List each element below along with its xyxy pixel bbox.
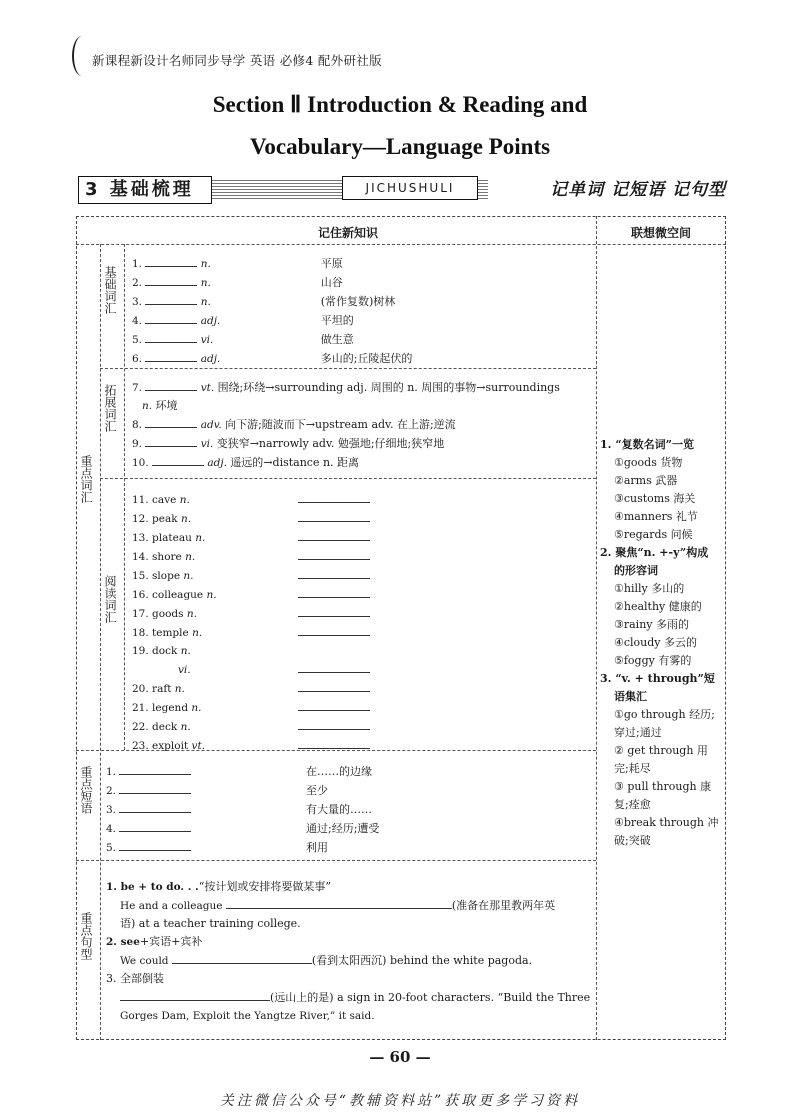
sentences-block bbox=[106, 878, 592, 1025]
answer-blank[interactable] bbox=[145, 378, 197, 391]
sentence-3-heading: 3. 全部倒装 bbox=[106, 972, 164, 985]
sentence-1-line: He and a colleague (准备在那里教两年英 bbox=[106, 896, 592, 915]
list-item: 5. vi. 做生意 bbox=[132, 330, 412, 349]
banner-pinyin: JICHUSHULI bbox=[342, 176, 478, 200]
sentence-3-line: (远山上的是) a sign in 20-foot characters. “Build the Three bbox=[106, 988, 592, 1007]
list-item: 18. temple n. bbox=[132, 623, 370, 642]
list-item: ②healthy 健康的 bbox=[614, 600, 702, 613]
list-item: 14. shore n. bbox=[132, 547, 370, 566]
column-divider-group bbox=[100, 244, 101, 1040]
list-item: 21. legend n. bbox=[132, 698, 370, 717]
column-divider-subgroup bbox=[124, 244, 125, 750]
list-item: 1. n. 平原 bbox=[132, 254, 412, 273]
note-1-title: 1. “复数名词”一览 bbox=[600, 438, 694, 451]
row-divider-header bbox=[76, 244, 726, 245]
list-item: ③rainy 多雨的 bbox=[614, 618, 689, 631]
answer-blank[interactable] bbox=[172, 951, 312, 964]
answer-blank[interactable] bbox=[119, 800, 191, 813]
list-item: 16. colleague n. bbox=[132, 585, 370, 604]
list-item: 完;耗尽 bbox=[614, 762, 651, 775]
running-header: 新课程新设计名师同步导学 英语 必修4 配外研社版 bbox=[92, 53, 382, 68]
answer-blank[interactable] bbox=[119, 838, 191, 851]
group-label-keywords: 重点词汇 bbox=[79, 455, 93, 503]
row-divider-extended bbox=[100, 478, 596, 479]
answer-blank[interactable] bbox=[298, 509, 370, 522]
answer-blank[interactable] bbox=[298, 490, 370, 503]
answer-blank[interactable] bbox=[145, 292, 197, 305]
list-item: 17. goods n. bbox=[132, 604, 370, 623]
list-item: 6. adj. 多山的;丘陵起伏的 bbox=[132, 349, 412, 368]
extended-vocab-list bbox=[132, 378, 560, 472]
group-label-extended: 拓展词汇 bbox=[103, 384, 117, 432]
sentence-2-heading: 2. see+宾语+宾补 bbox=[106, 935, 203, 948]
answer-blank[interactable] bbox=[298, 660, 370, 673]
answer-blank[interactable] bbox=[298, 566, 370, 579]
answer-blank[interactable] bbox=[298, 604, 370, 617]
answer-blank[interactable] bbox=[298, 623, 370, 636]
answer-blank[interactable] bbox=[145, 254, 197, 267]
basic-vocab-list bbox=[132, 254, 412, 368]
section-title-line2: Vocabulary—Language Points bbox=[249, 134, 551, 159]
answer-blank[interactable] bbox=[152, 453, 204, 466]
answer-blank[interactable] bbox=[298, 547, 370, 560]
section-title-line1: Section Ⅱ Introduction & Reading and bbox=[212, 92, 588, 117]
answer-blank[interactable] bbox=[145, 415, 197, 428]
list-item: 复;痊愈 bbox=[614, 798, 651, 811]
main-column-header: 记住新知识 bbox=[317, 226, 378, 240]
answer-blank[interactable] bbox=[298, 736, 370, 749]
answer-blank[interactable] bbox=[298, 717, 370, 730]
sentence-3-line: Gorges Dam, Exploit the Yangtze River,” it said. bbox=[120, 1010, 375, 1022]
list-item: ② get through 用 bbox=[614, 744, 708, 757]
row-divider-phrases bbox=[76, 860, 596, 861]
answer-blank[interactable] bbox=[119, 781, 191, 794]
list-item: ①hilly 多山的 bbox=[614, 582, 685, 595]
answer-blank[interactable] bbox=[145, 330, 197, 343]
answer-blank[interactable] bbox=[298, 585, 370, 598]
note-2-items bbox=[600, 580, 722, 670]
header-bracket bbox=[72, 36, 92, 76]
answer-blank[interactable] bbox=[298, 679, 370, 692]
list-item: vi. bbox=[132, 660, 370, 679]
list-item: 15. slope n. bbox=[132, 566, 370, 585]
side-column-header: 联想微空间 bbox=[630, 226, 691, 240]
list-item: ⑤foggy 有雾的 bbox=[614, 654, 692, 667]
list-item: 2. 至少 bbox=[106, 781, 379, 800]
phrases-list bbox=[106, 762, 379, 857]
list-item: 19. dock n. bbox=[132, 645, 191, 657]
group-label-phrases: 重点短语 bbox=[79, 766, 93, 814]
list-item: 12. peak n. bbox=[132, 509, 370, 528]
note-1-items bbox=[600, 454, 722, 544]
section-banner bbox=[78, 176, 726, 206]
answer-blank[interactable] bbox=[298, 528, 370, 541]
list-item: 5. 利用 bbox=[106, 838, 379, 857]
note-2-title: 2. 聚焦“n. +-y”构成 bbox=[600, 546, 709, 559]
answer-blank[interactable] bbox=[120, 988, 270, 1001]
list-item: 3. 有大量的…… bbox=[106, 800, 379, 819]
answer-blank[interactable] bbox=[119, 762, 191, 775]
list-item: 13. plateau n. bbox=[132, 528, 370, 547]
list-item: ⑤regards 问候 bbox=[614, 528, 693, 541]
list-item: ③ pull through 康 bbox=[614, 780, 712, 793]
page-number: — 60 — bbox=[369, 1048, 431, 1066]
list-item: 穿过;通过 bbox=[614, 726, 662, 739]
list-item: 4. 通过;经历;遭受 bbox=[106, 819, 379, 838]
list-item: 破;突破 bbox=[614, 834, 651, 847]
row-divider-basic bbox=[100, 368, 596, 369]
note-3-items bbox=[600, 706, 722, 850]
list-item: 7. vt. 围绕;环绕→surrounding adj. 周围的 n. 周围的事物→surroundings bbox=[132, 378, 560, 397]
list-item: 20. raft n. bbox=[132, 679, 370, 698]
list-item: 9. vi. 变狭窄→narrowly adv. 勉强地;仔细地;狭窄地 bbox=[132, 434, 560, 453]
list-item: 8. adv. 向下游;随波而下→upstream adv. 在上游;逆流 bbox=[132, 415, 560, 434]
group-label-basic: 基础词汇 bbox=[103, 266, 117, 314]
list-item: 11. cave n. bbox=[132, 490, 370, 509]
reading-vocab-list bbox=[132, 490, 370, 755]
list-item: ④manners 礼节 bbox=[614, 510, 698, 523]
answer-blank[interactable] bbox=[145, 273, 197, 286]
list-item: 4. adj. 平坦的 bbox=[132, 311, 412, 330]
answer-blank[interactable] bbox=[145, 349, 197, 362]
list-item: ①goods 货物 bbox=[614, 456, 683, 469]
group-label-sentences: 重点句型 bbox=[79, 912, 93, 960]
side-notes bbox=[600, 436, 722, 850]
list-item: ③customs 海关 bbox=[614, 492, 696, 505]
answer-blank[interactable] bbox=[226, 896, 452, 909]
note-2-title-cont: 的形容词 bbox=[614, 564, 658, 577]
list-item: 1. 在……的边缘 bbox=[106, 762, 379, 781]
note-3-title-cont: 语集汇 bbox=[614, 690, 647, 703]
note-3-title: 3. “v. + through”短 bbox=[600, 672, 715, 685]
list-item: ②arms 武器 bbox=[614, 474, 678, 487]
list-item: 23. exploit vt. bbox=[132, 736, 370, 755]
sentence-1-heading: 1. be + to do. . .“按计划或安排将要做某事” bbox=[106, 880, 331, 893]
banner-subtitle: 记单词 记短语 记句型 bbox=[488, 176, 726, 204]
answer-blank[interactable] bbox=[145, 311, 197, 324]
banner-label: 3 基础梳理 bbox=[78, 176, 212, 204]
answer-blank[interactable] bbox=[298, 698, 370, 711]
group-label-reading: 阅读词汇 bbox=[103, 575, 117, 623]
list-item: n. 环境 bbox=[142, 399, 178, 412]
list-item: 3. n. (常作复数)树林 bbox=[132, 292, 412, 311]
answer-blank[interactable] bbox=[119, 819, 191, 832]
sentence-1-line: 语) at a teacher training college. bbox=[120, 917, 301, 930]
list-item: ①go through 经历; bbox=[614, 708, 715, 721]
list-item: 22. deck n. bbox=[132, 717, 370, 736]
list-item: 10. adj. 遥远的→distance n. 距离 bbox=[132, 453, 560, 472]
list-item: ④cloudy 多云的 bbox=[614, 636, 697, 649]
list-item: 2. n. 山谷 bbox=[132, 273, 412, 292]
list-item: ④break through 冲 bbox=[614, 816, 719, 829]
sentence-2-line: We could (看到太阳西沉) behind the white pagoda. bbox=[106, 951, 592, 970]
column-divider-side bbox=[596, 216, 597, 1040]
footer-note: 关注微信公众号“教辅资料站”获取更多学习资料 bbox=[219, 1093, 581, 1109]
answer-blank[interactable] bbox=[145, 434, 197, 447]
